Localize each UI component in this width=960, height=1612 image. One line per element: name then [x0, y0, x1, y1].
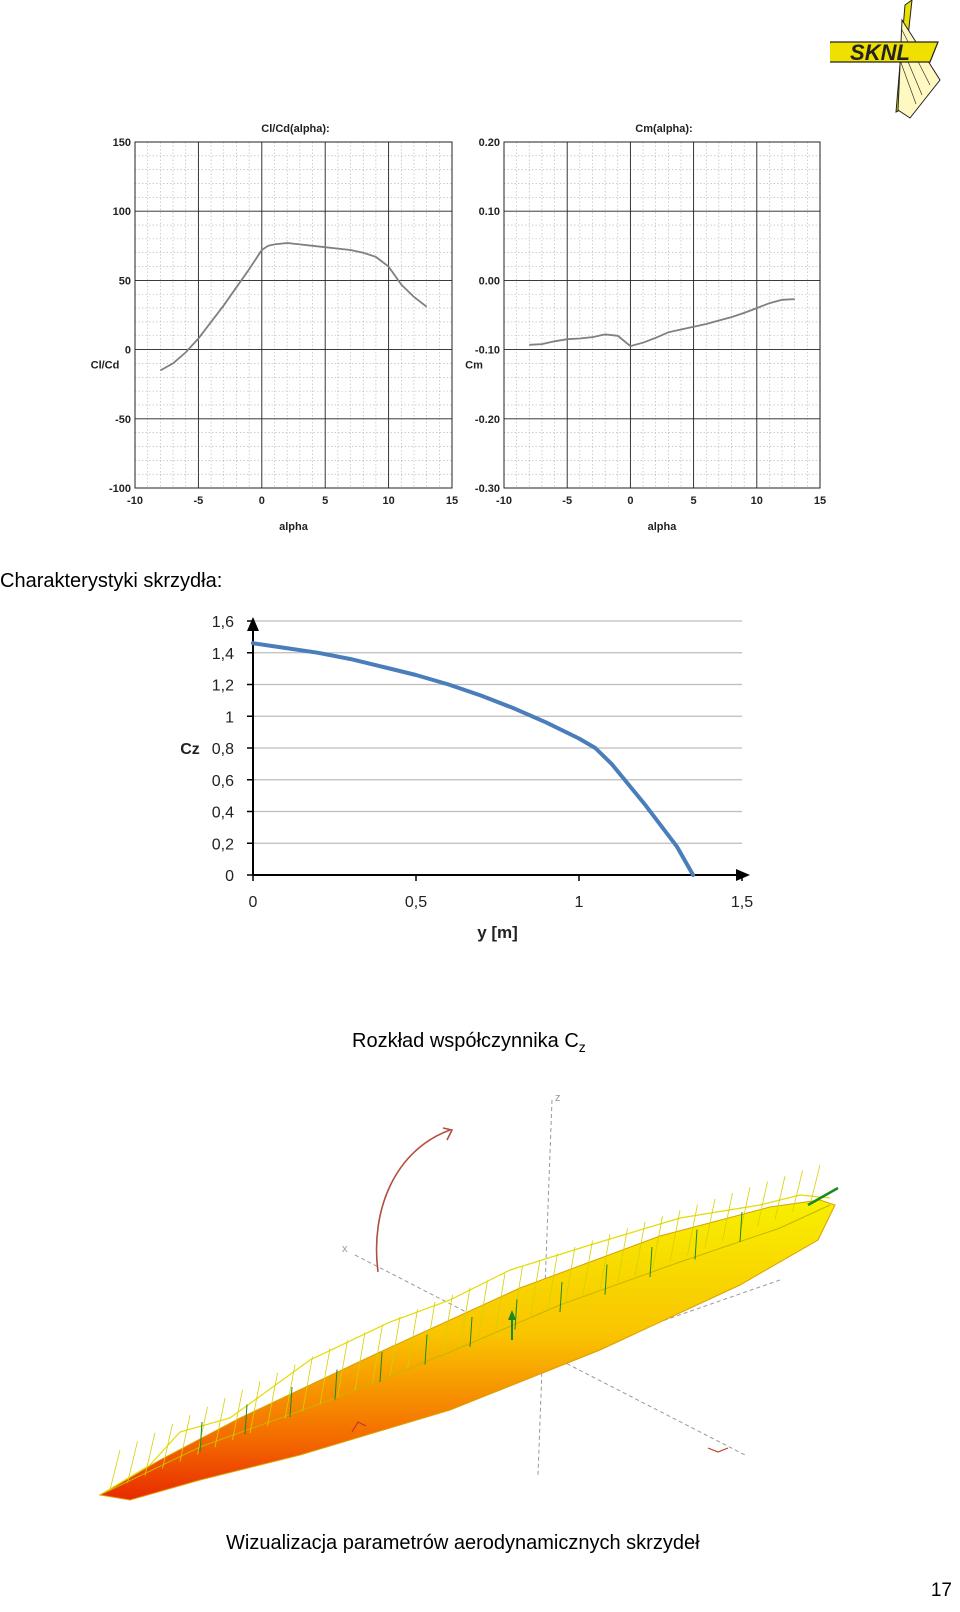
cm-x-tick-label: 0	[627, 495, 634, 507]
clcd-y-tick-label: 0	[124, 344, 131, 357]
wing-surface	[100, 1200, 835, 1500]
cm-y-tick-label: 0.00	[478, 275, 500, 288]
cz-y-tick-label: 0,8	[211, 741, 234, 758]
cz-xlabel: y [m]	[477, 923, 518, 942]
cz-y-axis-arrow	[247, 617, 259, 631]
cz-caption-text: Rozkład współczynnika C	[352, 1030, 579, 1052]
cz-y-tick-label: 0	[225, 868, 234, 885]
cm-series-line	[529, 299, 794, 346]
cz-series-line	[253, 643, 693, 875]
cz-caption	[352, 1030, 586, 1055]
clcd-x-tick-label: 0	[258, 495, 265, 507]
cz-x-tick-label: 0	[248, 894, 258, 911]
visualization-caption: Wizualizacja parametrów aerodynamicznych skrzydeł	[226, 1532, 700, 1554]
clcd-x-tick-label: -5	[193, 495, 204, 507]
cm-y-tick-label: 0.20	[478, 137, 500, 149]
clcd-y-tick-label: -50	[115, 413, 131, 426]
cm-x-tick-label: 10	[750, 495, 763, 507]
z-axis-label: z	[555, 1092, 561, 1104]
logo-text: SKNL	[850, 40, 910, 65]
clcd-series-line	[160, 243, 426, 370]
cz-x-axis-arrow	[736, 869, 750, 881]
clcd-ylabel: Cl/Cd	[90, 359, 120, 372]
clcd-y-tick-label: 150	[112, 137, 131, 149]
clcd-x-tick-label: 15	[445, 495, 459, 507]
clcd-x-tick-label: 10	[382, 495, 395, 507]
cm-y-tick-label: 0.10	[478, 206, 500, 219]
cm-x-tick-label: 5	[690, 495, 697, 507]
clcd-chart	[91, 123, 458, 533]
cm-title: Cm(alpha):	[635, 123, 693, 135]
cm-plot-frame	[504, 142, 820, 488]
clcd-x-tick-label: 5	[322, 495, 329, 507]
cz-ylabel: Cz	[180, 741, 200, 758]
cz-x-tick-label: 0,5	[404, 894, 428, 911]
section-title: Charakterystyki skrzydła:	[0, 570, 223, 592]
cm-y-tick-label: -0.10	[474, 344, 500, 357]
cz-x-tick-label: 1	[574, 894, 584, 911]
cz-caption-sub: z	[578, 1039, 586, 1055]
cm-x-tick-label: -10	[496, 495, 512, 507]
rotation-arrow	[377, 1130, 450, 1272]
clcd-y-tick-label: -100	[108, 483, 131, 495]
wing-visualization	[100, 1092, 838, 1500]
clcd-xlabel: alpha	[279, 521, 308, 533]
cz-y-tick-label: 0,4	[211, 804, 234, 822]
cz-y-tick-label: 1,2	[211, 677, 234, 695]
cz-x-tick-label: 1,5	[730, 894, 754, 911]
cm-ylabel: Cm	[465, 359, 483, 372]
cz-y-tick-label: 1	[225, 709, 234, 727]
clcd-y-tick-label: 50	[118, 275, 131, 288]
cm-x-tick-label: -5	[562, 495, 573, 507]
clcd-plot-frame	[135, 142, 452, 488]
cm-xlabel: alpha	[647, 521, 677, 533]
cm-y-tick-label: -0.20	[474, 413, 500, 426]
cz-distribution-chart	[180, 614, 753, 942]
cz-y-tick-label: 0,2	[211, 836, 234, 854]
cm-x-tick-label: 15	[813, 495, 827, 507]
marker-right	[708, 1448, 728, 1452]
cz-y-tick-label: 1,6	[211, 614, 234, 631]
x-axis-label: x	[342, 1243, 348, 1255]
clcd-y-tick-label: 100	[112, 206, 131, 219]
rotation-arrow-head	[443, 1128, 452, 1140]
clcd-x-tick-label: -10	[127, 495, 143, 507]
cz-y-tick-label: 1,4	[211, 645, 234, 663]
page-number: 17	[930, 1580, 952, 1601]
cz-y-tick-label: 0,6	[211, 772, 234, 790]
cm-chart	[465, 123, 826, 533]
cm-y-tick-label: -0.30	[474, 483, 500, 495]
clcd-title: Cl/Cd(alpha):	[261, 123, 330, 135]
